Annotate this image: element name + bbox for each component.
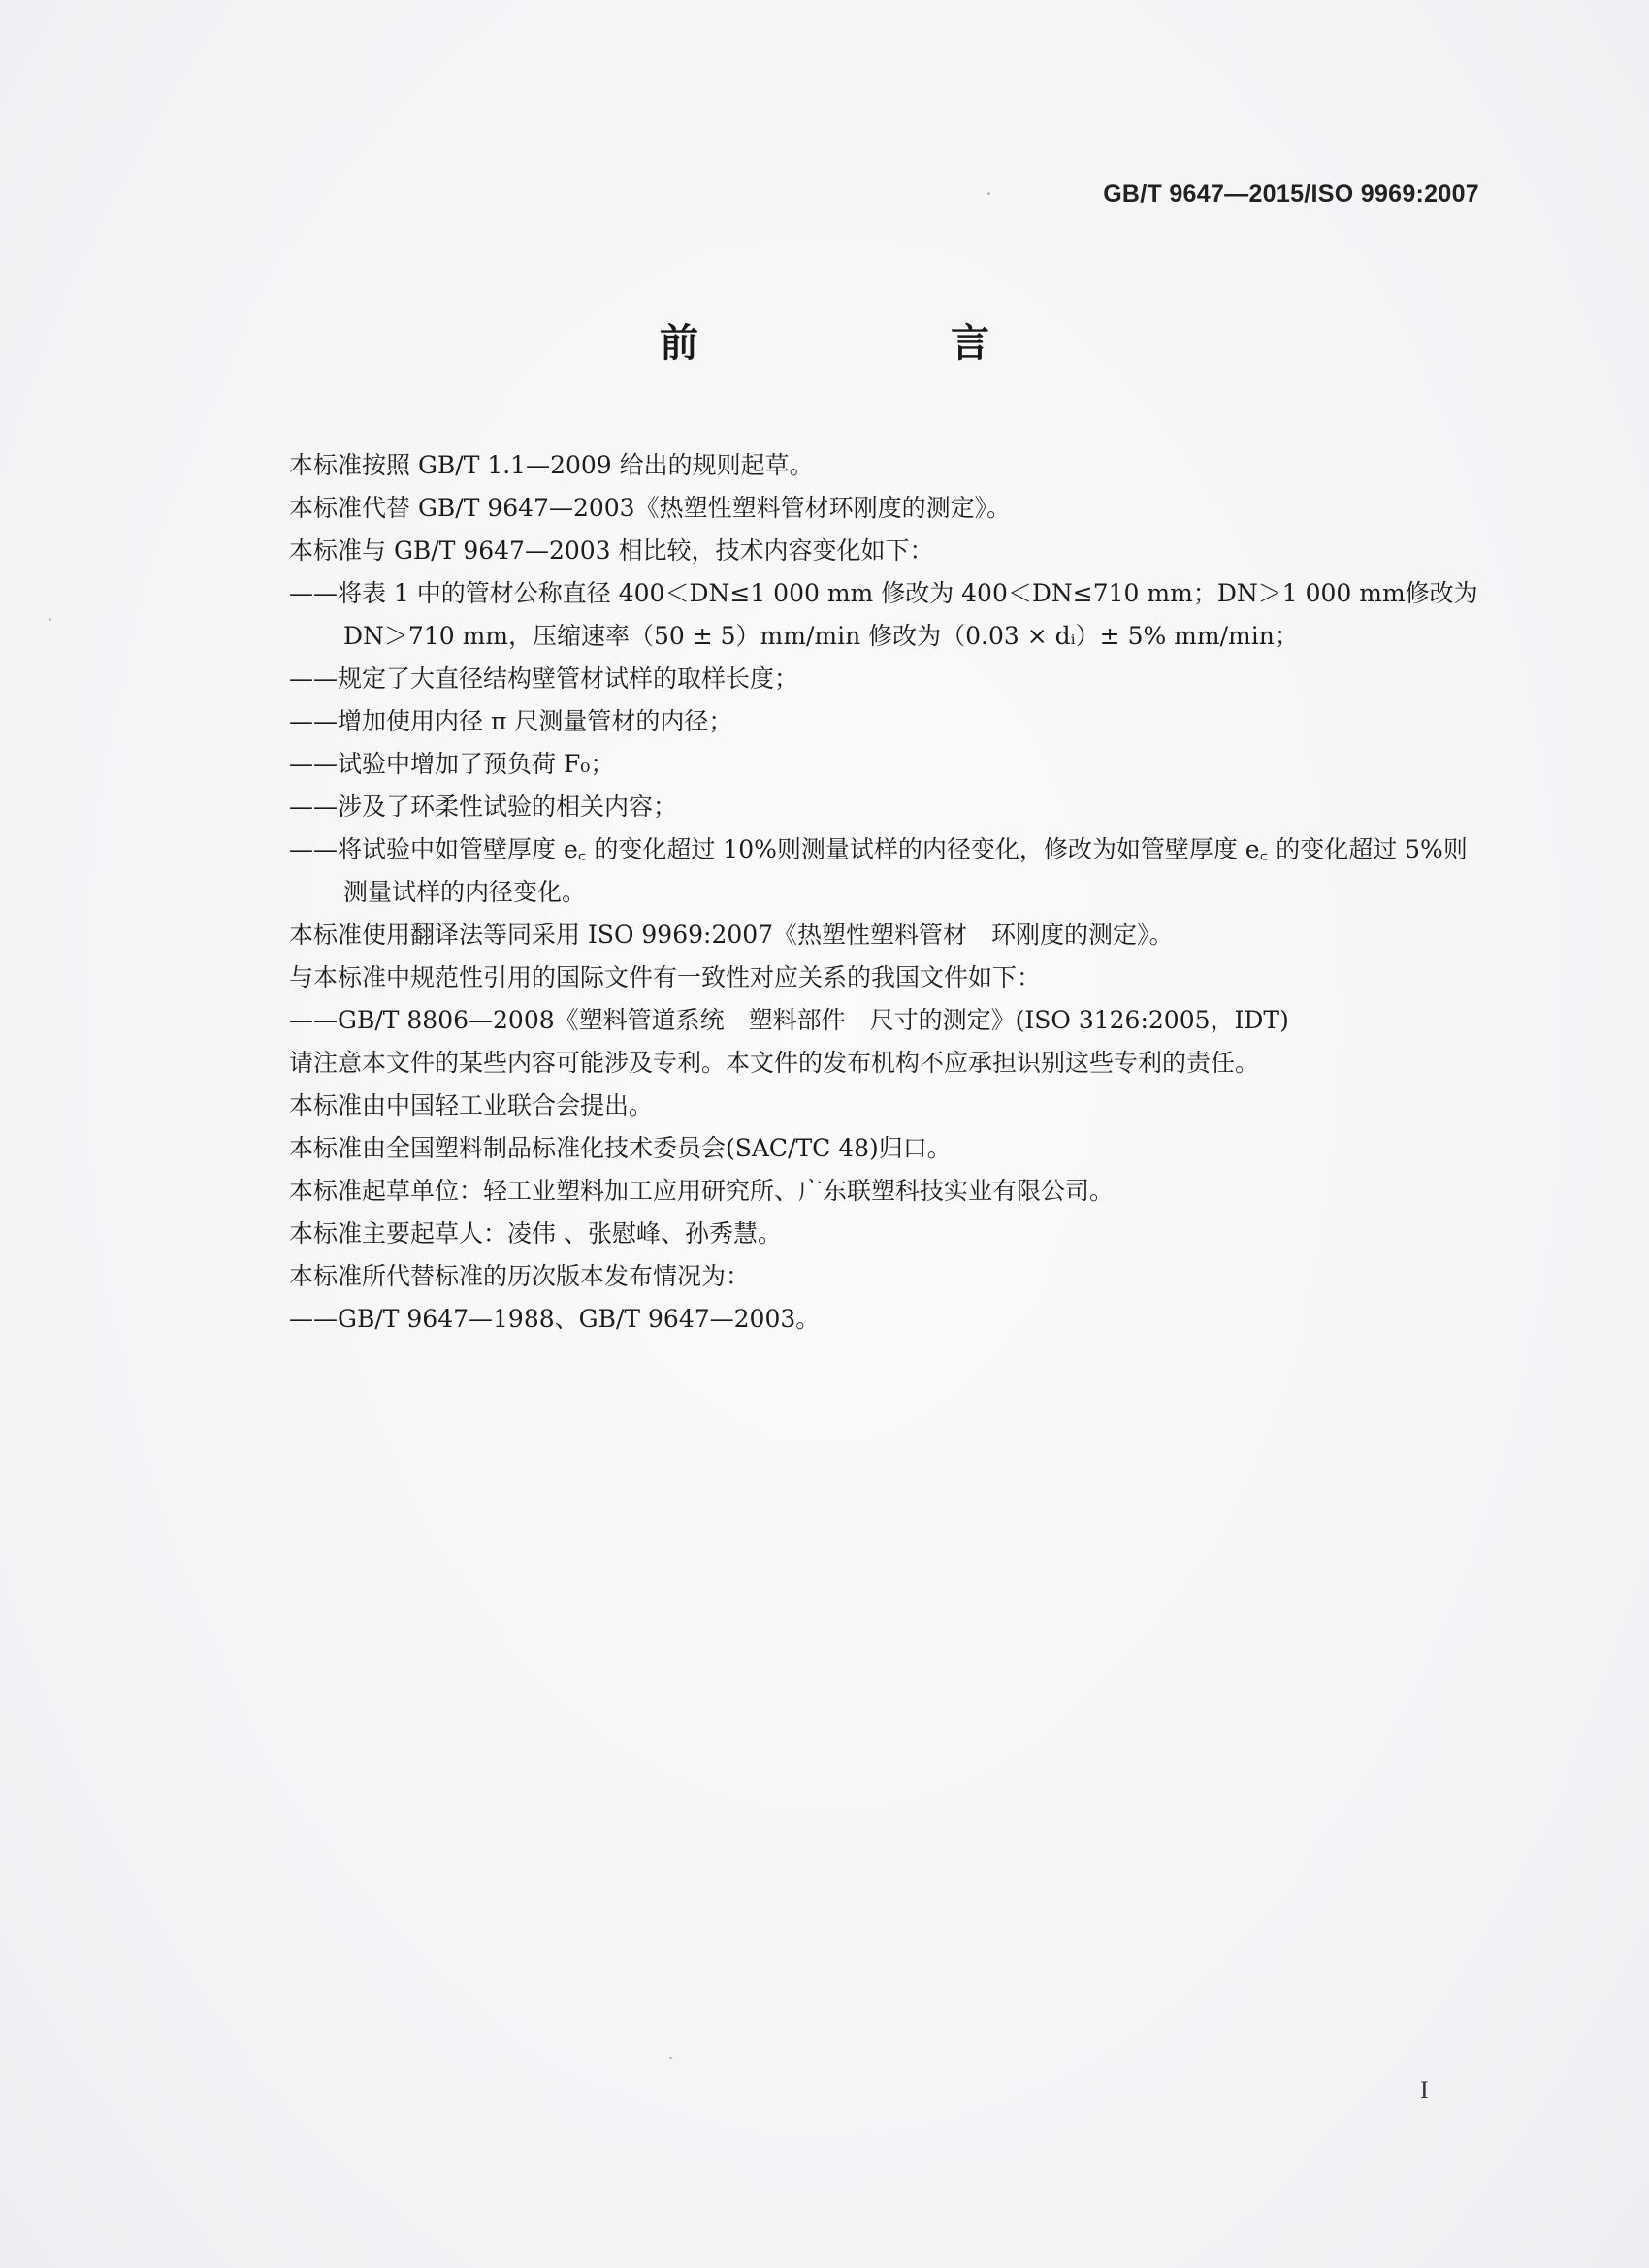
page-title: 前 言 <box>660 321 1048 366</box>
paragraph-technical-committee: 本标准由全国塑料制品标准化技术委员会(SAC/TC 48)归口。 <box>289 1134 952 1162</box>
paragraph-patent-notice: 请注意本文件的某些内容可能涉及专利。本文件的发布机构不应承担识别这些专利的责任。 <box>289 1049 1260 1077</box>
paragraph-drafting-rules: 本标准按照 GB/T 1.1—2009 给出的规则起草。 <box>289 451 814 479</box>
scan-speck <box>48 618 51 621</box>
paragraph-drafters: 本标准主要起草人：凌伟 、张慰峰、孙秀慧。 <box>289 1219 782 1247</box>
change-item: ——涉及了环柔性试验的相关内容； <box>289 793 678 821</box>
standard-code: GB/T 9647—2015/ISO 9969:2007 <box>1103 180 1479 208</box>
history-item: ——GB/T 9647—1988、GB/T 9647—2003。 <box>289 1305 821 1333</box>
paragraph-history-intro: 本标准所代替标准的历次版本发布情况为： <box>289 1262 751 1290</box>
paragraph-drafting-units: 本标准起草单位：轻工业塑料加工应用研究所、广东联塑科技实业有限公司。 <box>289 1177 1115 1205</box>
scan-speck <box>987 192 990 195</box>
change-item: ——增加使用内径 π 尺测量管材的内径； <box>289 707 733 735</box>
document-body <box>289 444 1482 1341</box>
paragraph-changes-intro: 本标准与 GB/T 9647—2003 相比较，技术内容变化如下： <box>289 536 934 565</box>
reference-item: ——GB/T 8806—2008《塑料管道系统 塑料部件 尺寸的测定》(ISO 3126:2005，IDT) <box>289 1006 1289 1034</box>
change-item: ——将表 1 中的管材公称直径 400＜DN≤1 000 mm 修改为 400＜DN≤710 mm；DN＞1 000 mm修改为 DN＞710 mm，压缩速率（50 ± 5）mm/min 修改为（0.03 × dᵢ）± 5% mm/min； <box>289 579 1478 650</box>
paragraph-adoption: 本标准使用翻译法等同采用 ISO 9969:2007《热塑性塑料管材 环刚度的测定》。 <box>289 921 1174 949</box>
change-item: ——将试验中如管壁厚度 e꜀ 的变化超过 10%则测量试样的内径变化，修改为如管壁厚度 e꜀ 的变化超过 5%则测量试样的内径变化。 <box>289 835 1468 906</box>
scan-speck <box>669 2057 672 2059</box>
paragraph-proposer: 本标准由中国轻工业联合会提出。 <box>289 1091 654 1119</box>
page-number: I <box>1420 2076 1429 2104</box>
paragraph-replaces: 本标准代替 GB/T 9647—2003《热塑性塑料管材环刚度的测定》。 <box>289 494 1012 522</box>
paragraph-references-intro: 与本标准中规范性引用的国际文件有一致性对应关系的我国文件如下： <box>289 963 1042 991</box>
change-item: ——规定了大直径结构壁管材试样的取样长度； <box>289 664 799 693</box>
change-item: ——试验中增加了预负荷 F₀； <box>289 750 615 778</box>
